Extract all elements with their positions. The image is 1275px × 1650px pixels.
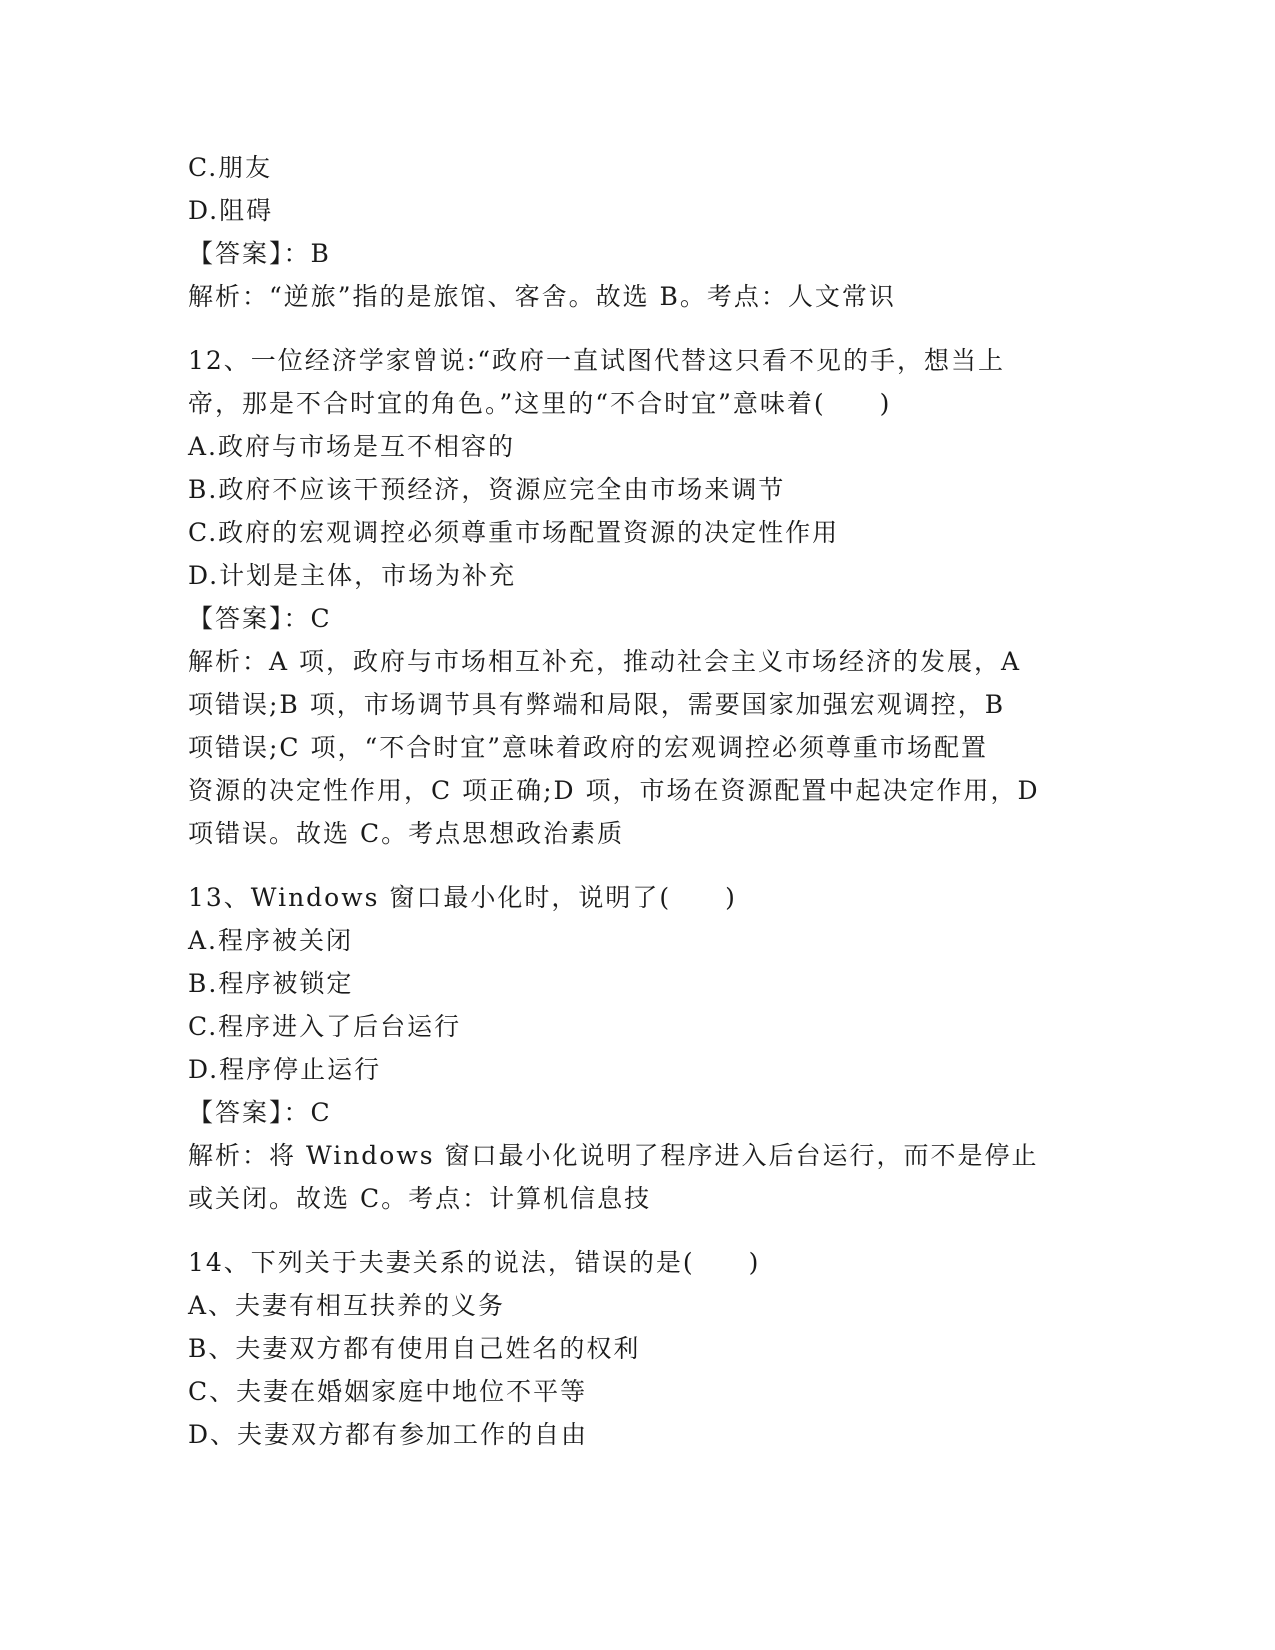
q12-analysis-line: 资源的决定性作用，C 项正确;D 项，市场在资源配置中起决定作用，D <box>188 776 1040 805</box>
q12-option-b: B.政府不应该干预经济，资源应完全由市场来调节 <box>188 475 786 504</box>
question-13 <box>188 876 1088 1220</box>
document-page <box>188 146 1088 1456</box>
q13-option-b: B.程序被锁定 <box>188 969 354 998</box>
q12-option-a: A.政府与市场是互不相容的 <box>188 432 516 461</box>
q13-stem-line: 13、Windows 窗口最小化时，说明了( ) <box>188 883 737 912</box>
q12-stem-line: 帝，那是不合时宜的角色。”这里的“不合时宜”意味着( ) <box>188 389 892 418</box>
q14-option-b: B、夫妻双方都有使用自己姓名的权利 <box>188 1334 641 1363</box>
q13-analysis-line: 解析：将 Windows 窗口最小化说明了程序进入后台运行，而不是停止 <box>188 1141 1039 1170</box>
q12-option-d: D.计划是主体，市场为补充 <box>188 561 517 590</box>
q13-option-d: D.程序停止运行 <box>188 1055 382 1084</box>
question-14 <box>188 1241 1088 1456</box>
q12-analysis-line: 项错误;C 项，“不合时宜”意味着政府的宏观调控必须尊重市场配置 <box>188 733 989 762</box>
q14-option-c: C、夫妻在婚姻家庭中地位不平等 <box>188 1377 588 1406</box>
q12-analysis-line: 项错误。故选 C。考点思想政治素质 <box>188 819 625 848</box>
q14-stem-line: 14、下列关于夫妻关系的说法，错误的是( ) <box>188 1248 761 1277</box>
q12-answer: 【答案】：C <box>188 604 332 633</box>
q12-analysis-line: 项错误;B 项，市场调节具有弊端和局限，需要国家加强宏观调控，B <box>188 690 1006 719</box>
q11-option-c: C.朋友 <box>188 153 273 182</box>
question-11-tail <box>188 146 1088 318</box>
q12-option-c: C.政府的宏观调控必须尊重市场配置资源的决定性作用 <box>188 518 840 547</box>
q13-analysis-line: 或关闭。故选 C。考点：计算机信息技 <box>188 1184 652 1213</box>
q13-answer: 【答案】：C <box>188 1098 332 1127</box>
q14-option-a: A、夫妻有相互扶养的义务 <box>188 1291 506 1320</box>
q14-option-d: D、夫妻双方都有参加工作的自由 <box>188 1420 589 1449</box>
q13-option-a: A.程序被关闭 <box>188 926 354 955</box>
question-12 <box>188 339 1088 855</box>
q11-answer: 【答案】：B <box>188 239 331 268</box>
q11-analysis-line: 解析：“逆旅”指的是旅馆、客舍。故选 B。考点：人文常识 <box>188 282 896 311</box>
q11-option-d: D.阻碍 <box>188 196 274 225</box>
q13-option-c: C.程序进入了后台运行 <box>188 1012 462 1041</box>
q12-stem-line: 12、一位经济学家曾说:“政府一直试图代替这只看不见的手，想当上 <box>188 346 1006 375</box>
q12-analysis-line: 解析：A 项，政府与市场相互补充，推动社会主义市场经济的发展，A <box>188 647 1022 676</box>
